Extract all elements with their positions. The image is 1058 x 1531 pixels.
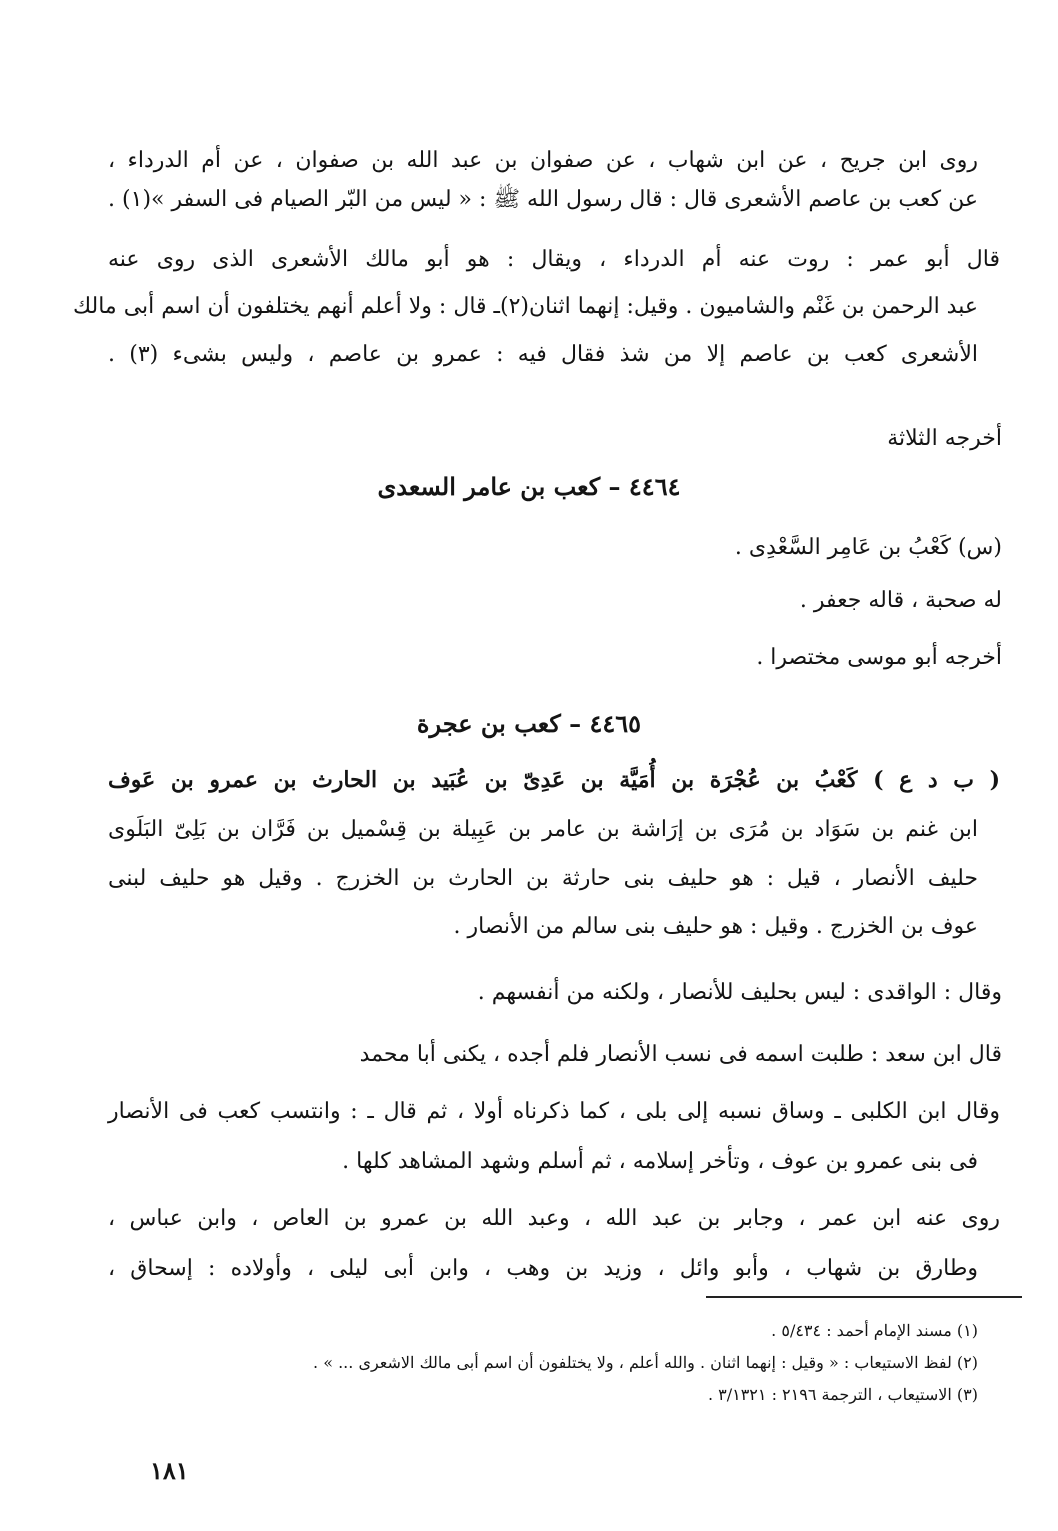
page-number: ١٨١ (150, 1456, 189, 1485)
entry-text-line: قال ابن سعد : طلبت اسمه فى نسب الأنصار فلم أجده ، يكنى أبا محمد (359, 1042, 1002, 1067)
entry-text-line: روى عنه ابن عمر ، وجابر بن عبد الله ، وعبد الله بن عمرو بن العاص ، وابن عباس ، (108, 1206, 1000, 1231)
paragraph-line: الأشعرى كعب بن عاصم إلا من شذ فقال فيه : عمرو بن عاصم ، وليس بشىء (٣) . (108, 342, 978, 367)
entry-text-line: وقال : الواقدى : ليس بحليف للأنصار ، ولكنه من أنفسهم . (477, 980, 1002, 1005)
footnote-3: (٣) الاستيعاب ، الترجمة ٢١٩٦ : ٣/١٣٢١ . (707, 1385, 978, 1404)
source-note: أخرجه الثلاثة (887, 426, 1002, 451)
entry-text-line: وقال ابن الكلبى ـ وساق نسبه إلى بلى ، كما ذكرناه أولا ، ثم قال ـ : وانتسب كعب فى الأنصار (108, 1099, 1000, 1124)
entry-name-line: (س) كَعْبُ بن عَامِر السَّعْدِى . (734, 535, 1002, 560)
entry-lineage-line: ابن غنم بن سَوَاد بن مُرَى بن إرَاشة بن عامر بن عَبِيلة بن قِسْميل بن فَرَّان بن بَلِىّ البَلَوى (108, 817, 978, 842)
entry-source-line: أخرجه أبو موسى مختصرا . (756, 645, 1002, 670)
footnote-1: (١) مسند الإمام أحمد : ٥/٤٣٤ . (771, 1321, 978, 1340)
entry-text-line: عوف بن الخزرج . وقيل : هو حليف بنى سالم من الأنصار . (453, 914, 978, 939)
entry-heading-4464: ٤٤٦٤ – كعب بن عامر السعدى (377, 472, 681, 501)
entry-text-line: وطارق بن شهاب ، وأبو وائل ، وزيد بن وهب ، وابن أبى ليلى ، وأولاده : إسحاق ، (108, 1256, 978, 1281)
entry-text-line: له صحبة ، قاله جعفر . (799, 588, 1002, 613)
abu-umar-line: قال أبو عمر : روت عنه أم الدرداء ، ويقال : هو أبو مالك الأشعرى الذى روى عنه (108, 247, 1000, 272)
footnote-divider (706, 1296, 1022, 1298)
footnote-2: (٢) لفظ الاستيعاب : « وقيل : إنهما اثنان . والله أعلم ، ولا يختلفون أن اسم أبى مالك الاشعرى ... » . (313, 1353, 978, 1372)
entry-text-line: حليف الأنصار ، قيل : هو حليف بنى حارثة بن الحارث بن الخزرج . وقيل هو حليف لبنى (108, 866, 978, 891)
entry-text-line: فى بنى عمرو بن عوف ، وتأخر إسلامه ، ثم أسلم وشهد المشاهد كلها . (342, 1149, 978, 1174)
paragraph-line: عبد الرحمن بن غَنْم والشاميون . وقيل: إنهما اثنان(٢)ـ قال : ولا أعلم أنهم يختلفون أن اسم أبى مالك (72, 294, 978, 319)
entry-lineage-line: ( ب د ع ) كَعْبُ بن عُجْرَة بن أُمَيَّة بن عَدِىّ بن عُبَيد بن الحارث بن عمرو بن عَوف (108, 767, 1000, 793)
hadith-text-line: عن كعب بن عاصم الأشعرى قال : قال رسول الله ﷺ : « ليس من البّر الصيام فى السفر »(١) . (108, 187, 978, 212)
entry-heading-4465: ٤٤٦٥ – كعب بن عجرة (416, 709, 642, 738)
hadith-isnad-line: روى ابن جريح ، عن ابن شهاب ، عن صفوان بن عبد الله بن صفوان ، عن أم الدرداء ، (108, 148, 978, 173)
